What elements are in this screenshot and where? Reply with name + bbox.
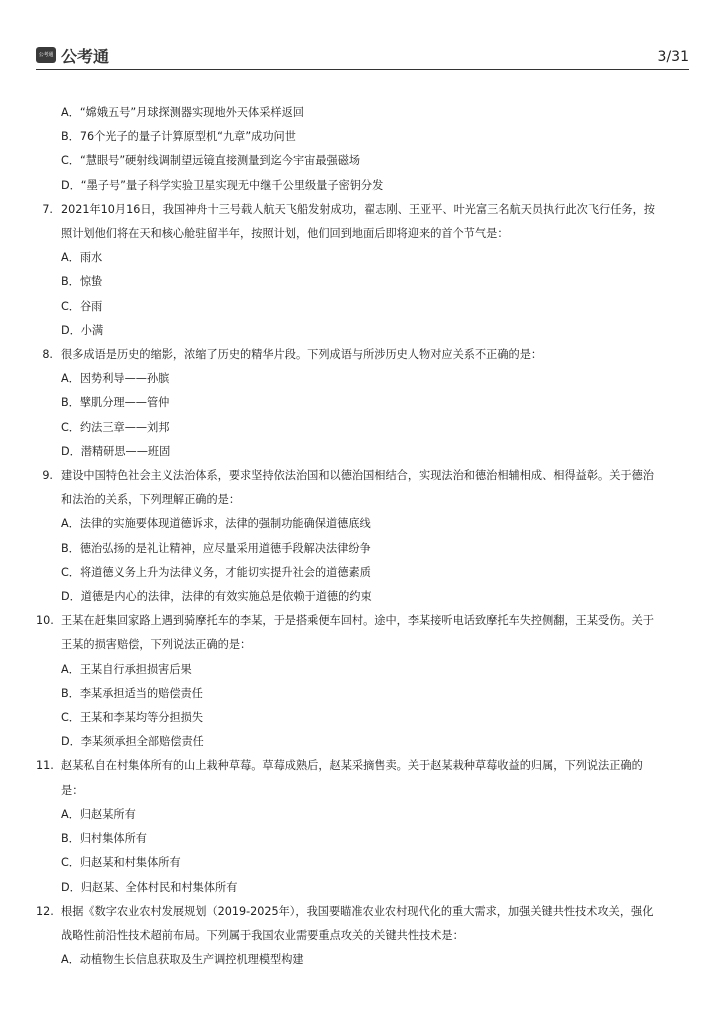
question-text: 根据《数字农业农村发展规划（2019-2025年），我国要瞄准农业农村现代化的重大需求，加强关键共性技术攻关，强化 [61,904,654,918]
q8-stem [36,343,690,367]
q9-stem [36,464,690,488]
q11-option-d: D．归赵某、全体村民和村集体所有 [61,880,238,894]
question-number: 8. [42,348,53,362]
q6-option-c: C．“慧眼号”硬射线调制望远镜直接测量到迄今宇宙最强磁场 [61,154,361,168]
question-number: 12. [36,904,54,918]
q9-option-d: D．道德是内心的法律，法律的有效实施总是依赖于道德的约束 [61,590,372,604]
question-number: 11. [36,759,54,773]
question-text: 王某在赶集回家路上遇到骑摩托车的李某，于是搭乘便车回村。途中，李某接听电话致摩托车失控侧翻，王某受伤。关于 [61,614,654,628]
q12-option-a: A．动植物生长信息获取及生产调控机理模型构建 [61,953,304,967]
header-divider [36,69,689,70]
q11-stem [36,754,690,778]
q8-option-d: D．潜精研思——班固 [61,444,171,458]
q8-option-c: C．约法三章——刘邦 [61,420,170,434]
question-text: 很多成语是历史的缩影，浓缩了历史的精华片段。下列成语与所涉历史人物对应关系不正确的是： [61,348,543,362]
q7-stem-cont: 照计划他们将在天和核心舱驻留半年，按照计划，他们回到地面后即将迎来的首个节气是： [61,227,509,241]
q9-option-b: B．德治弘扬的是礼让精神，应尽量采用道德手段解决法律纷争 [61,541,371,555]
q7-option-c: C．谷雨 [61,299,103,313]
question-text: 赵某私自在村集体所有的山上栽种草莓。草莓成熟后，赵某采摘售卖。关于赵某栽种草莓收益的归属，下列说法正确的 [61,759,643,773]
q6-option-d: D．“墨子号”量子科学实验卫星实现无中继千公里级量子密钥分发 [61,178,384,192]
q7-option-d: D．小满 [61,323,104,337]
q8-option-a: A．因势利导——孙膑 [61,372,170,386]
question-list [36,101,690,972]
q11-stem-cont: 是： [61,783,84,797]
q7-option-b: B．惊蛰 [61,275,103,289]
q10-option-d: D．李某须承担全部赔偿责任 [61,735,204,749]
q9-stem-cont: 和法治的关系，下列理解正确的是： [61,493,241,507]
q10-option-c: C．王某和李某均等分担损失 [61,711,204,725]
question-text: 建设中国特色社会主义法治体系，要求坚持依法治国和以德治国相结合，实现法治和德治相辅相成、相得益彰。关于德治 [61,469,654,483]
q11-option-a: A．归赵某所有 [61,807,136,821]
q9-option-a: A．法律的实施要体现道德诉求，法律的强制功能确保道德底线 [61,517,371,531]
q8-option-b: B．擘肌分理——管仲 [61,396,170,410]
q6-option-b: B．76个光子的量子计算原型机“九章”成功问世 [61,130,296,144]
q12-stem [36,900,690,924]
question-text: 2021年10月16日，我国神舟十三号载人航天飞船发射成功，翟志刚、王亚平、叶光富三名航天员执行此次飞行任务，按 [61,202,655,216]
q7-option-a: A．雨水 [61,251,103,265]
q11-option-c: C．归赵某和村集体所有 [61,856,181,870]
q10-option-a: A．王某自行承担损害后果 [61,662,192,676]
page-number: 3/31 [657,49,689,65]
q7-stem [36,198,690,222]
question-number: 7. [42,202,53,216]
logo-badge: 公考通 [36,47,56,63]
q6-option-a: A．“嫦娥五号”月球探测器实现地外天体采样返回 [61,106,304,119]
q11-option-b: B．归村集体所有 [61,832,147,846]
q10-option-b: B．李某承担适当的赔偿责任 [61,686,203,700]
q10-stem [36,609,690,633]
q12-stem-cont: 战略性前沿性技术超前布局。下列属于我国农业需要重点攻关的关键共性技术是： [61,928,464,942]
q10-stem-cont: 王某的损害赔偿，下列说法正确的是： [61,638,252,652]
page-header [36,43,689,69]
brand-name: 公考通 [61,47,110,66]
q9-option-c: C．将道德义务上升为法律义务，才能切实提升社会的道德素质 [61,565,371,579]
question-number: 9. [42,469,53,483]
question-number: 10. [36,614,54,628]
